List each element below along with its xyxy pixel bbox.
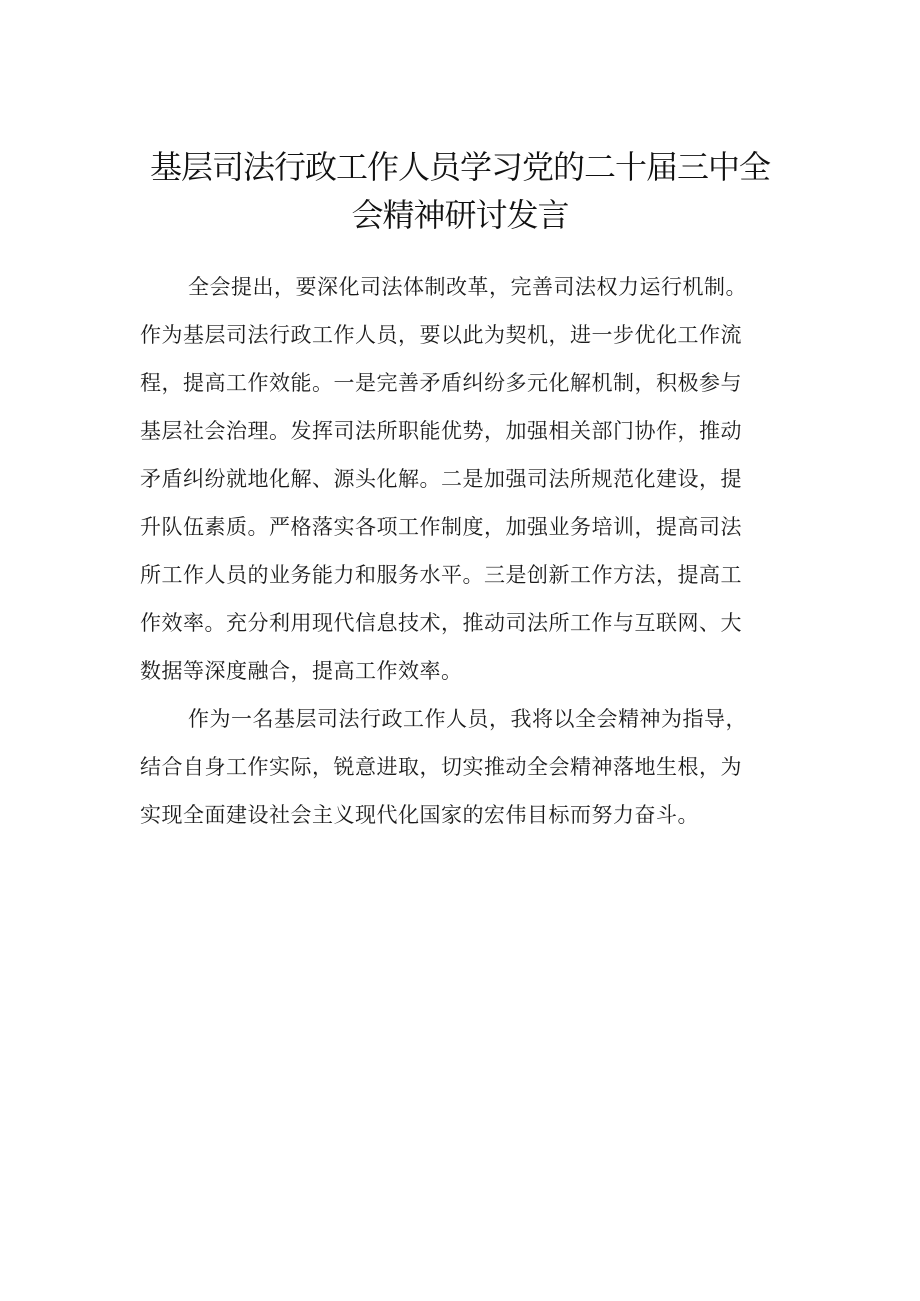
title-line: 会精神研讨发言 — [351, 196, 569, 234]
text-line: 升队伍素质。严格落实各项工作制度，加强业务培训，提高司法 — [140, 515, 742, 539]
text-line: 数据等深度融合，提高工作效率。 — [140, 659, 463, 683]
text-line: 结合自身工作实际，锐意进取，切实推动全会精神落地生根，为 — [140, 755, 742, 779]
title-line: 基层司法行政工作人员学习党的二十届三中全 — [149, 148, 770, 186]
text-line: 程，提高工作效能。一是完善矛盾纠纷多元化解机制，积极参与 — [140, 371, 742, 395]
text-line: 基层社会治理。发挥司法所职能优势，加强相关部门协作，推动 — [140, 419, 742, 443]
document-body — [140, 263, 790, 839]
text-line: 作为一名基层司法行政工作人员，我将以全会精神为指导， — [188, 707, 747, 731]
text-line: 全会提出，要深化司法体制改革，完善司法权力运行机制。 — [188, 275, 747, 299]
page-title — [140, 143, 780, 239]
text-line: 作效率。充分利用现代信息技术，推动司法所工作与互联网、大 — [140, 611, 742, 635]
text-line: 实现全面建设社会主义现代化国家的宏伟目标而努力奋斗。 — [140, 803, 699, 827]
text-line: 矛盾纠纷就地化解、源头化解。二是加强司法所规范化建设，提 — [140, 467, 742, 491]
paragraph — [140, 263, 790, 695]
paragraph — [140, 695, 790, 839]
text-line: 作为基层司法行政工作人员，要以此为契机，进一步优化工作流 — [140, 323, 742, 347]
text-line: 所工作人员的业务能力和服务水平。三是创新工作方法，提高工 — [140, 563, 742, 587]
